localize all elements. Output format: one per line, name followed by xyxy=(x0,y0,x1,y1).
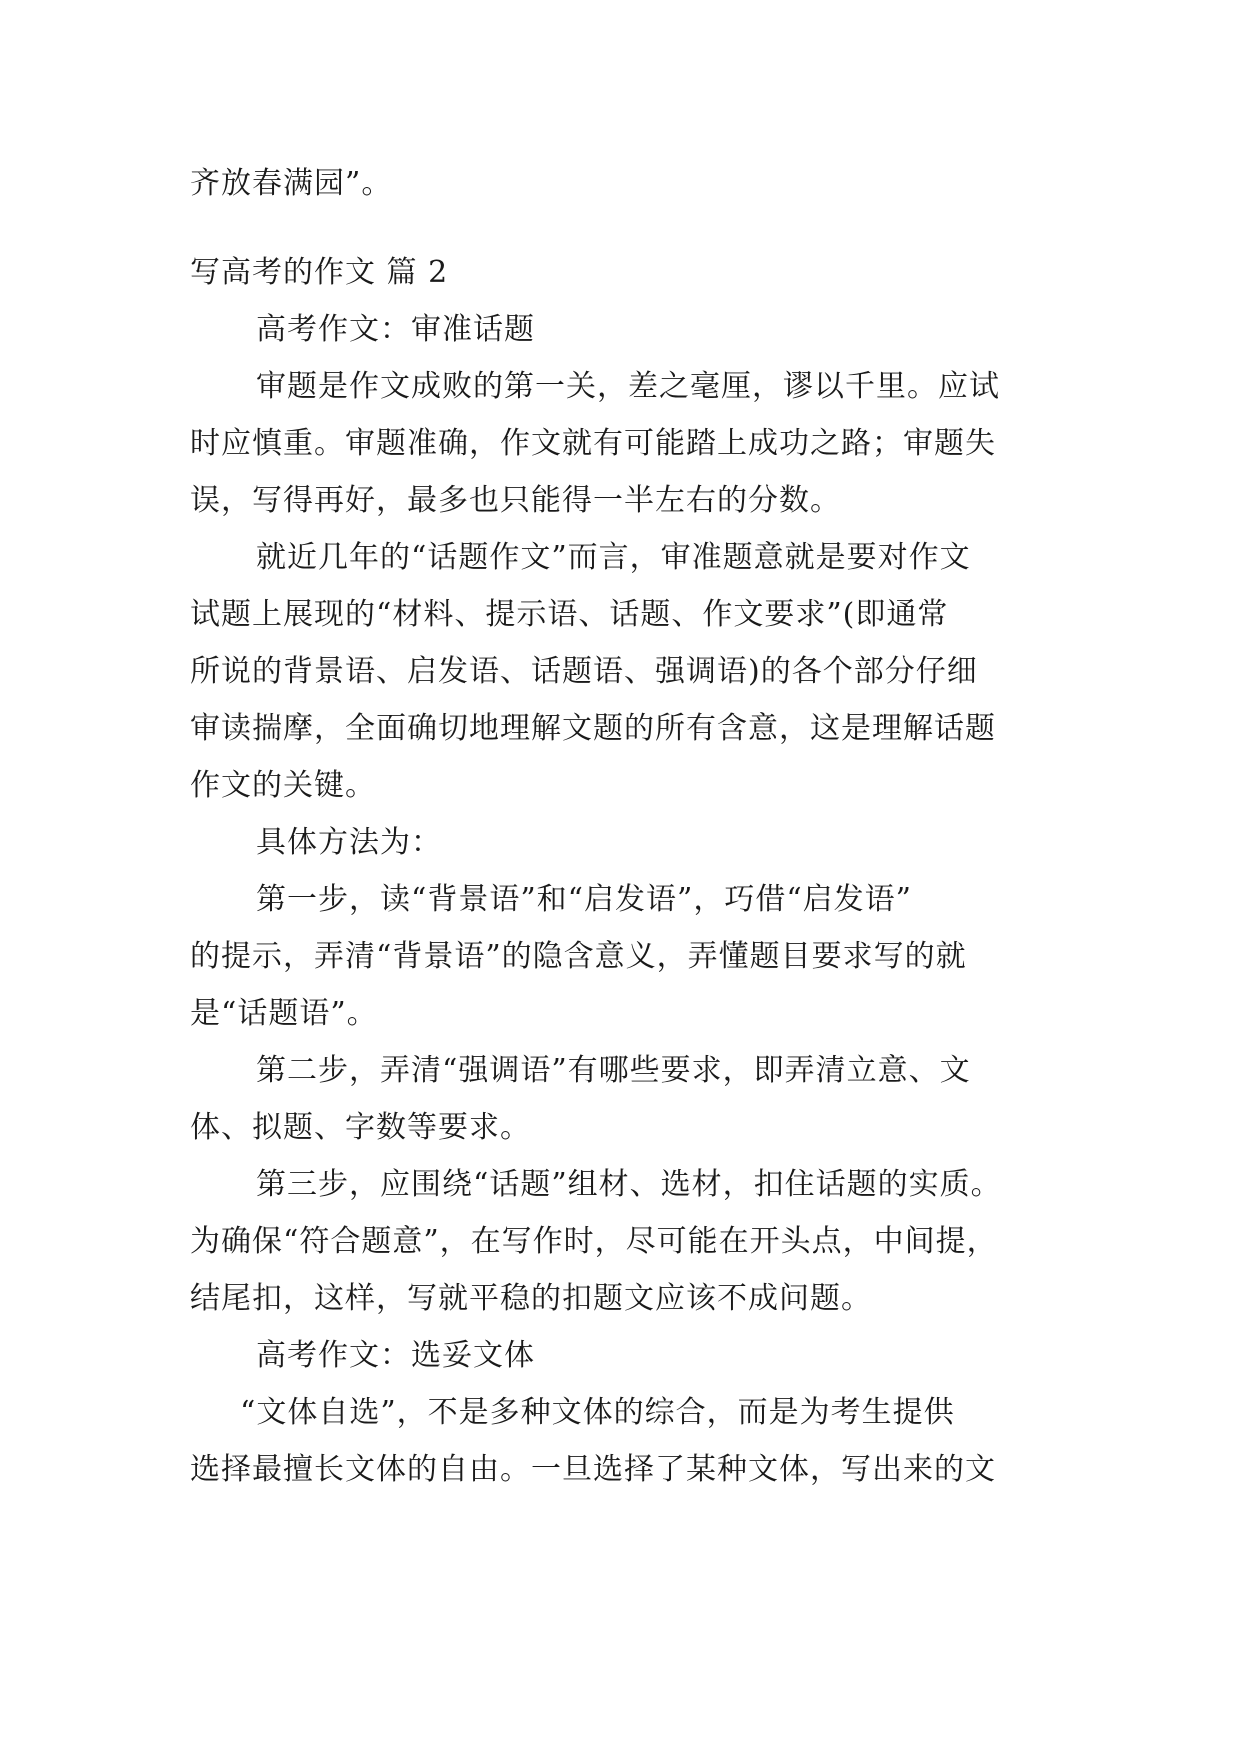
paragraph-line: 具体方法为： xyxy=(256,825,442,860)
subheading-genre: 高考作文：选妥文体 xyxy=(256,1338,535,1373)
paragraph-line: 时应慎重。审题准确，作文就有可能踏上成功之路；审题失 xyxy=(190,426,996,461)
paragraph-line: 就近几年的“话题作文”而言，审准题意就是要对作文 xyxy=(256,540,971,575)
paragraph-line: 第三步，应围绕“话题”组材、选材，扣住话题的实质。 xyxy=(256,1167,1002,1202)
paragraph-line: 结尾扣，这样，写就平稳的扣题文应该不成问题。 xyxy=(190,1281,872,1316)
paragraph-line: 的提示，弄清“背景语”的隐含意义，弄懂题目要求写的就 xyxy=(190,939,967,974)
paragraph-line: 第二步，弄清“强调语”有哪些要求，即弄清立意、文 xyxy=(256,1053,971,1088)
paragraph-line: 所说的背景语、启发语、话题语、强调语)的各个部分仔细 xyxy=(190,654,978,689)
paragraph-line: 审读揣摩，全面确切地理解文题的所有含意，这是理解话题 xyxy=(190,711,996,746)
paragraph-line: 选择最擅长文体的自由。一旦选择了某种文体，写出来的文 xyxy=(190,1452,996,1487)
section-title: 写高考的作文 篇 2 xyxy=(190,255,449,290)
paragraph-line: 为确保“符合题意”，在写作时，尽可能在开头点，中间提， xyxy=(190,1224,998,1259)
subheading-topic: 高考作文：审准话题 xyxy=(256,312,535,347)
paragraph-line: 审题是作文成败的第一关，差之毫厘，谬以千里。应试 xyxy=(256,369,1000,404)
paragraph-line: 误，写得再好，最多也只能得一半左右的分数。 xyxy=(190,483,841,518)
paragraph-continuation: 齐放春满园”。 xyxy=(190,166,393,201)
paragraph-line: 是“话题语”。 xyxy=(190,996,378,1031)
paragraph-line: 试题上展现的“材料、提示语、话题、作文要求”(即通常 xyxy=(190,597,949,632)
paragraph-line: 体、拟题、字数等要求。 xyxy=(190,1110,531,1145)
paragraph-line: “文体自选”，不是多种文体的综合，而是为考生提供 xyxy=(240,1395,955,1430)
paragraph-line: 作文的关键。 xyxy=(190,768,376,803)
paragraph-line: 第一步，读“背景语”和“启发语”，巧借“启发语” xyxy=(256,882,913,917)
